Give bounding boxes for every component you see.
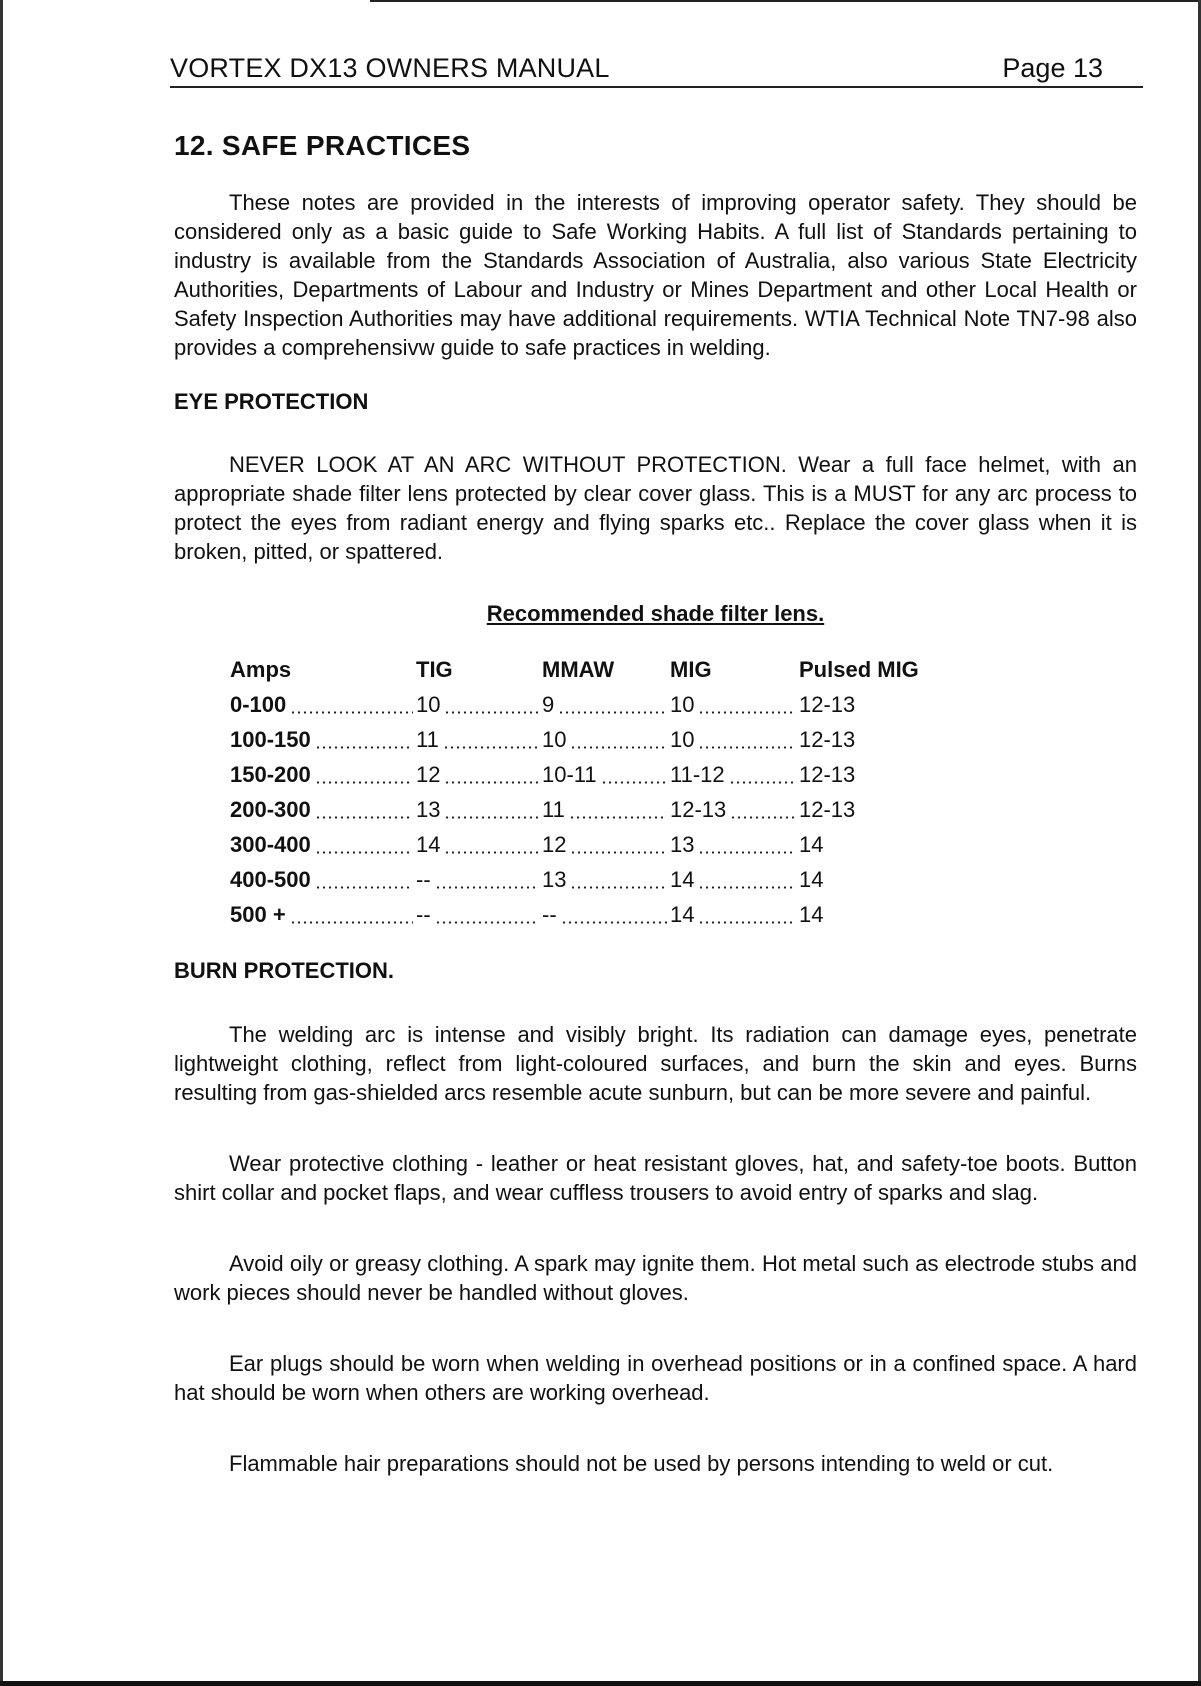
cell-tig: -- [416, 867, 431, 892]
cell-amps: 0-100 [230, 692, 287, 717]
cell-pulsed-mig: 12-13 [799, 762, 856, 787]
cell-mmaw: 10-11 [542, 762, 597, 787]
dot-leader [435, 921, 539, 924]
cell-pulsed-mig: 14 [799, 867, 824, 892]
cell-mmaw: 13 [542, 867, 567, 892]
cell-mig: 14 [670, 902, 695, 927]
eye-protection-heading: EYE PROTECTION [174, 389, 369, 414]
table-row [230, 797, 1137, 832]
page-border-bottom [0, 1681, 1201, 1686]
dot-leader [315, 851, 413, 854]
cell-pulsed-mig: 14 [799, 832, 824, 857]
table-row [230, 762, 1137, 797]
page-border-top [370, 0, 1201, 2]
page-content [174, 130, 1137, 1478]
dot-leader [561, 921, 667, 924]
dot-leader [570, 851, 667, 854]
cell-amps: 400-500 [230, 867, 311, 892]
dot-leader [435, 886, 539, 889]
cell-amps: 100-150 [230, 727, 311, 752]
dot-leader [315, 781, 413, 784]
dot-leader [444, 816, 539, 819]
cell-pulsed-mig: 12-13 [799, 692, 856, 717]
cell-mig: 10 [670, 692, 695, 717]
header-pulsed-mig: Pulsed MIG [799, 657, 919, 682]
cell-mmaw: 12 [542, 832, 567, 857]
table-row [230, 692, 1137, 727]
cell-pulsed-mig: 12-13 [799, 727, 856, 752]
cell-amps: 200-300 [230, 797, 311, 822]
shade-table-title: Recommended shade filter lens. [486, 601, 825, 626]
burn-protection-heading: BURN PROTECTION. [174, 958, 394, 983]
burn-paragraph-2: Wear protective clothing - leather or heat resistant gloves, hat, and safety-toe boots. Button shirt collar and pocket flaps, and wear cuffless trousers to avoid entry of sparks and slag. [174, 1151, 1137, 1205]
eye-protection-paragraph: NEVER LOOK AT AN ARC WITHOUT PROTECTION. Wear a full face helmet, with an appropriate shade filter lens protected by clear cover glass. This is a MUST for any arc process to protect the eyes from radiant energy and flying sparks etc.. Replace the cover glass when it is broken, pitted, or spattered. [174, 452, 1137, 564]
dot-leader [698, 711, 796, 714]
cell-mmaw: 10 [542, 727, 567, 752]
dot-leader [444, 851, 539, 854]
intro-paragraph: These notes are provided in the interests of improving operator safety. They should be considered only as a basic guide to Safe Working Habits. A full list of Standards pertaining to industry is available from the Standards Association of Australia, also various State Electricity Authorities, Departments of Labour and Industry or Mines Department and other Local Health or Safety Inspection Authorities may have additional requirements. WTIA Technical Note TN7-98 also provides a comprehensivw guide to safe practices in welding. [174, 190, 1137, 360]
cell-mig: 14 [670, 867, 695, 892]
dot-leader [315, 816, 413, 819]
dot-leader [290, 711, 413, 714]
cell-tig: 10 [416, 692, 441, 717]
cell-amps: 500 + [230, 902, 286, 927]
dot-leader [698, 746, 796, 749]
burn-paragraph-5: Flammable hair preparations should not be used by persons intending to weld or cut. [229, 1451, 1054, 1476]
burn-paragraph-3: Avoid oily or greasy clothing. A spark may ignite them. Hot metal such as electrode stubs and work pieces should never be handled without gloves. [174, 1251, 1137, 1305]
shade-filter-table [230, 657, 1137, 937]
dot-leader [570, 886, 667, 889]
cell-mig: 11-12 [670, 762, 725, 787]
table-row [230, 902, 1137, 937]
cell-mmaw: 9 [542, 692, 555, 717]
cell-tig: 12 [416, 762, 441, 787]
cell-mmaw: -- [542, 902, 557, 927]
page-border-left [0, 0, 3, 1686]
cell-amps: 300-400 [230, 832, 311, 857]
table-row [230, 832, 1137, 867]
header-mig: MIG [670, 657, 712, 682]
header-mmaw: MMAW [542, 657, 615, 682]
table-header-row [230, 657, 1137, 692]
dot-leader [558, 711, 667, 714]
cell-tig: 11 [416, 727, 439, 752]
burn-paragraph-4: Ear plugs should be worn when welding in overhead positions or in a confined space. A hard hat should be worn when others are working overhead. [174, 1351, 1137, 1405]
cell-tig: -- [416, 902, 431, 927]
cell-tig: 14 [416, 832, 441, 857]
dot-leader [698, 921, 796, 924]
cell-amps: 150-200 [230, 762, 311, 787]
cell-mmaw: 11 [542, 797, 565, 822]
dot-leader [315, 886, 413, 889]
dot-leader [290, 921, 413, 924]
cell-mig: 10 [670, 727, 695, 752]
dot-leader [444, 711, 539, 714]
cell-pulsed-mig: 12-13 [799, 797, 856, 822]
manual-title: VORTEX DX13 OWNERS MANUAL [170, 53, 610, 83]
header-amps: Amps [230, 657, 292, 682]
dot-leader [729, 781, 796, 784]
cell-pulsed-mig: 14 [799, 902, 824, 927]
section-heading: 12. SAFE PRACTICES [174, 130, 471, 161]
cell-mig: 13 [670, 832, 695, 857]
dot-leader [601, 781, 667, 784]
burn-paragraph-1: The welding arc is intense and visibly bright. Its radiation can damage eyes, penetrate lightweight clothing, reflect from light-coloured surfaces, and burn the skin and eyes. Burns resulting from gas-shielded arcs resemble acute sunburn, but can be more severe and painful. [174, 1022, 1137, 1105]
cell-mig: 12-13 [670, 797, 727, 822]
dot-leader [730, 816, 796, 819]
dot-leader [698, 886, 796, 889]
dot-leader [569, 816, 667, 819]
table-row [230, 867, 1137, 902]
dot-leader [444, 781, 539, 784]
dot-leader [315, 746, 413, 749]
dot-leader [443, 746, 539, 749]
table-row [230, 727, 1137, 762]
page-header [170, 52, 1143, 88]
dot-leader [570, 746, 667, 749]
header-tig: TIG [416, 657, 453, 682]
page-number: Page 13 [1002, 53, 1103, 83]
cell-tig: 13 [416, 797, 441, 822]
dot-leader [698, 851, 796, 854]
